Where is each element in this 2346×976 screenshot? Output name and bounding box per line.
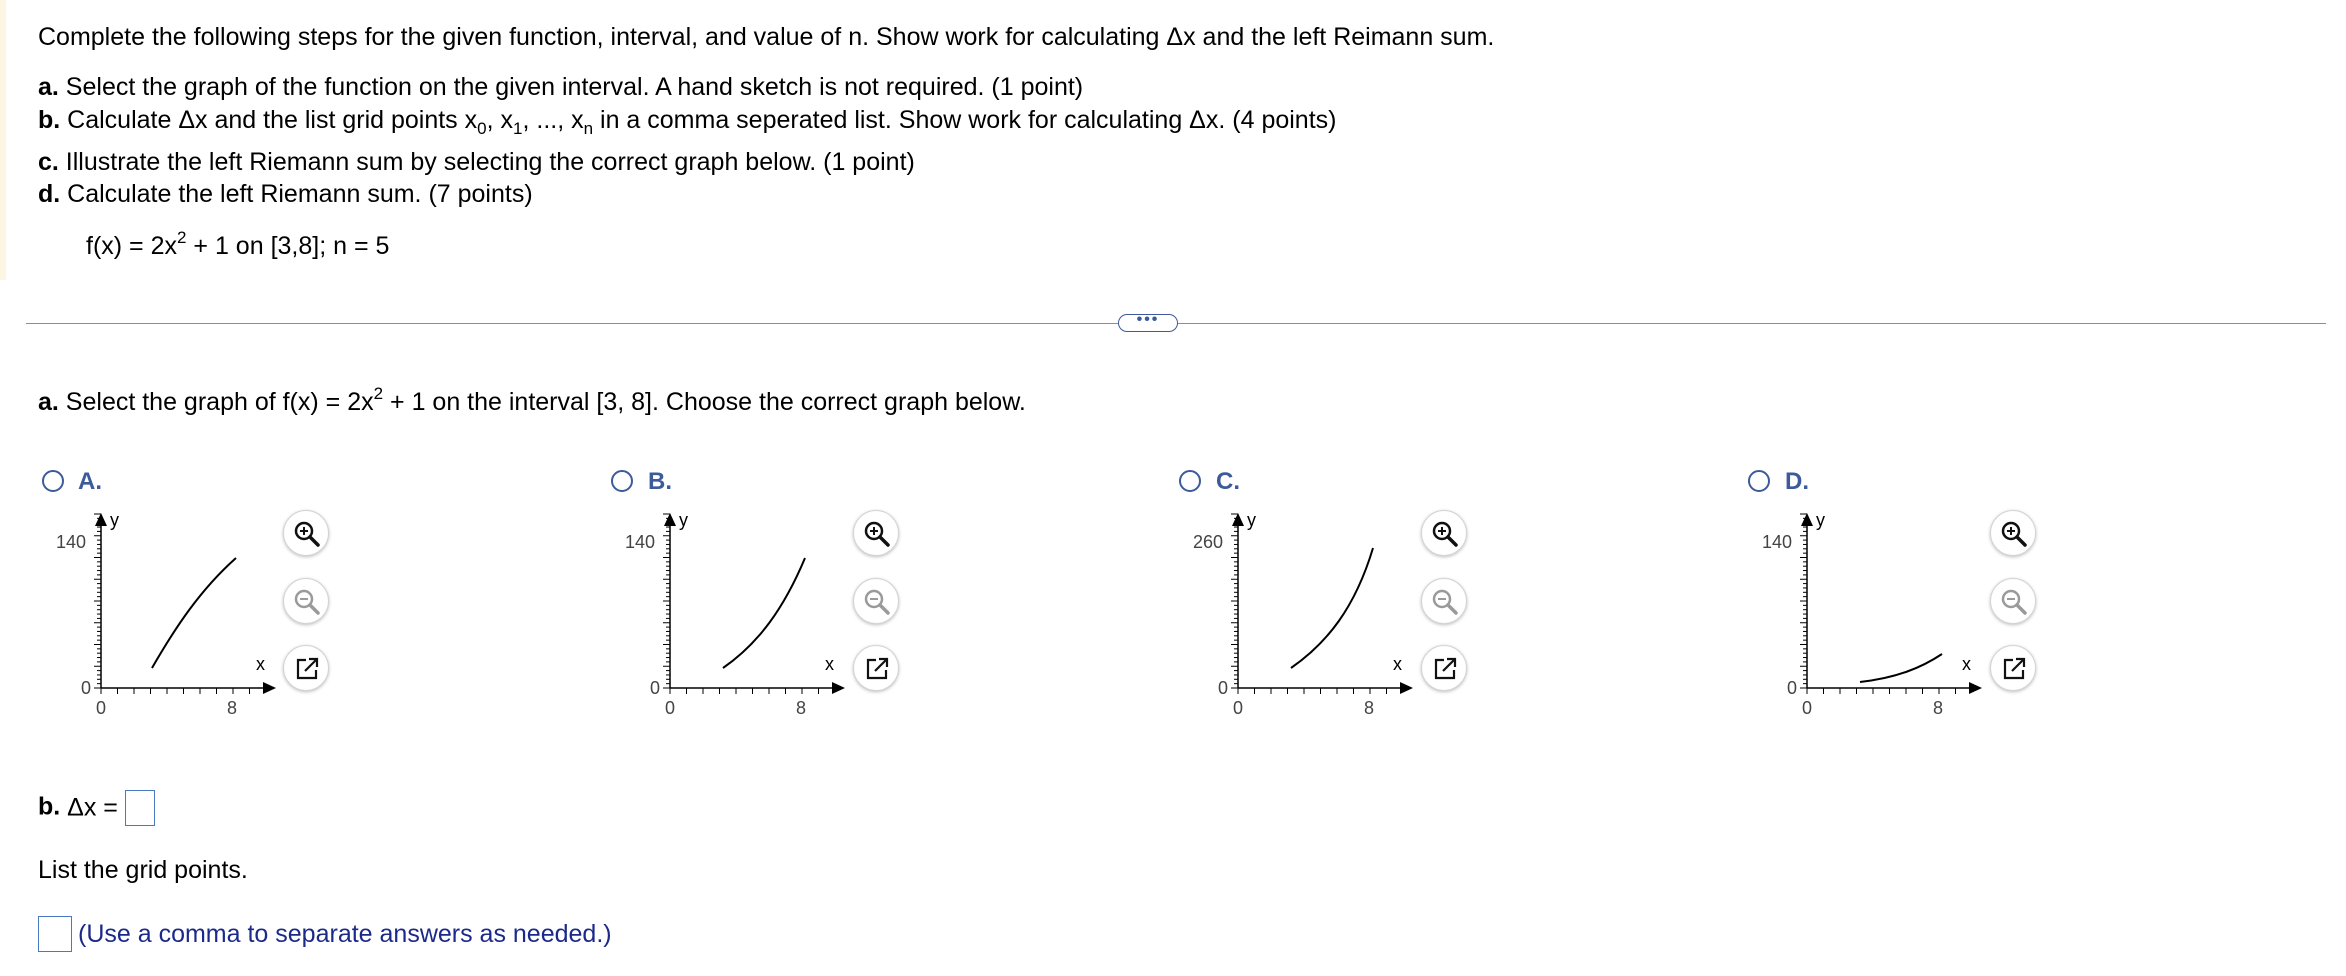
function-curve [1291,548,1373,668]
choice-c-radio[interactable] [1179,470,1201,492]
open-new-window-icon [863,655,891,683]
function-statement: $f(x) = 2x^2 + 1$ on [3,8]; n = 5 [86,228,390,260]
y-max-label: 140 [1762,532,1793,552]
y-label: y [110,510,119,530]
y-max-label: 260 [1193,532,1224,552]
x-zero-label: 0 [665,698,676,718]
choice-b-popout-button[interactable] [853,645,899,691]
zoom-in-icon [293,520,321,548]
y-axis-arrow [1801,513,1813,526]
zoom-out-icon [293,588,321,616]
zoom-in-icon [863,520,891,548]
choice-c-graph [1177,508,1427,735]
part-b-prompt: b. Δx = [38,790,155,826]
y-zero-label: 0 [650,678,661,698]
x-label: x [256,654,265,674]
step-a: a. Select the graph of the function on the given interval. A hand sketch is not required. (1 point) [38,73,1084,101]
step-c: c. Illustrate the left Riemann sum by selecting the correct graph below. (1 point) [38,148,915,176]
y-zero-label: 0 [1787,678,1798,698]
grid-points-hint: (Use a comma to separate answers as needed.) [78,919,612,948]
x-eight-label: 8 [796,698,807,718]
choice-b-label[interactable]: B. [648,468,672,495]
choice-a-label[interactable]: A. [78,468,102,495]
y-max-label: 140 [625,532,656,552]
x-axis-ticks [101,688,250,694]
choice-d-popout-button[interactable] [1990,645,2036,691]
choice-a-zoom-out-button[interactable] [283,578,329,624]
y-axis-ticks [663,514,670,688]
y-max-label: 140 [56,532,87,552]
choice-b-zoom-out-button[interactable] [853,578,899,624]
choice-d-zoom-in-button[interactable] [1990,510,2036,556]
grid-points-row [38,916,612,952]
x-axis-ticks [670,688,819,694]
choice-b-graph [609,508,859,735]
y-axis-arrow [1232,513,1244,526]
x-axis-arrow [832,682,845,694]
y-label: y [1247,510,1256,530]
graph-c-svg [1177,508,1427,728]
choice-a-popout-button[interactable] [283,645,329,691]
choice-c-popout-button[interactable] [1421,645,1467,691]
choice-d-radio[interactable] [1748,470,1770,492]
x-eight-label: 8 [1364,698,1375,718]
y-label: y [1816,510,1825,530]
step-b: b. Calculate Δx and the list grid points $x_0$, $x_1$, ..., $x_n$ in a comma seperated list. Show work for calculating Δx. (4 points) [38,106,1337,138]
part-a-prompt: a. Select the graph of $f(x) = 2x^2 + 1$ on the interval [3, 8]. Choose the correct graph below. [38,384,1026,416]
x-label: x [1962,654,1971,674]
y-zero-label: 0 [1218,678,1229,698]
x-zero-label: 0 [96,698,107,718]
y-axis-ticks [1800,514,1807,688]
choice-a-zoom-in-button[interactable] [283,510,329,556]
choice-b-zoom-in-button[interactable] [853,510,899,556]
zoom-out-icon [2000,588,2028,616]
choice-c-zoom-in-button[interactable] [1421,510,1467,556]
step-d: d. Calculate the left Riemann sum. (7 points) [38,180,533,208]
x-zero-label: 0 [1233,698,1244,718]
x-label: x [1393,654,1402,674]
x-axis-ticks [1238,688,1387,694]
expand-button[interactable]: ••• [1118,314,1178,332]
graph-b-svg [609,508,859,728]
open-new-window-icon [1431,655,1459,683]
y-axis-arrow [95,513,107,526]
y-label: y [679,510,688,530]
choice-c-label[interactable]: C. [1216,468,1240,495]
choice-a-radio[interactable] [42,470,64,492]
choice-d-zoom-out-button[interactable] [1990,578,2036,624]
function-curve [152,558,236,668]
y-axis-ticks [94,514,101,688]
choice-d-label[interactable]: D. [1785,468,1809,495]
choice-b-radio[interactable] [611,470,633,492]
open-new-window-icon [2000,655,2028,683]
choice-a-graph [40,508,290,735]
y-zero-label: 0 [81,678,92,698]
y-axis-arrow [664,513,676,526]
function-curve [723,558,805,668]
graph-a-svg [40,508,290,728]
x-axis-ticks [1807,688,1956,694]
zoom-out-icon [1431,588,1459,616]
choice-d-graph [1746,508,1996,735]
graph-d-svg [1746,508,1996,728]
function-curve [1860,654,1942,682]
zoom-in-icon [2000,520,2028,548]
grid-points-label: List the grid points. [38,856,248,884]
question-intro: Complete the following steps for the given function, interval, and value of n. Show work for calculating Δx and the left Reimann sum. [38,23,1495,51]
x-axis-arrow [1969,682,1982,694]
open-new-window-icon [293,655,321,683]
x-label: x [825,654,834,674]
y-axis-ticks [1231,514,1238,688]
choice-c-zoom-out-button[interactable] [1421,578,1467,624]
left-accent-bar [0,0,6,280]
x-axis-arrow [263,682,276,694]
delta-x-input[interactable] [125,790,155,826]
zoom-in-icon [1431,520,1459,548]
x-zero-label: 0 [1802,698,1813,718]
x-eight-label: 8 [227,698,238,718]
x-axis-arrow [1400,682,1413,694]
grid-points-input[interactable] [38,916,72,952]
zoom-out-icon [863,588,891,616]
x-eight-label: 8 [1933,698,1944,718]
